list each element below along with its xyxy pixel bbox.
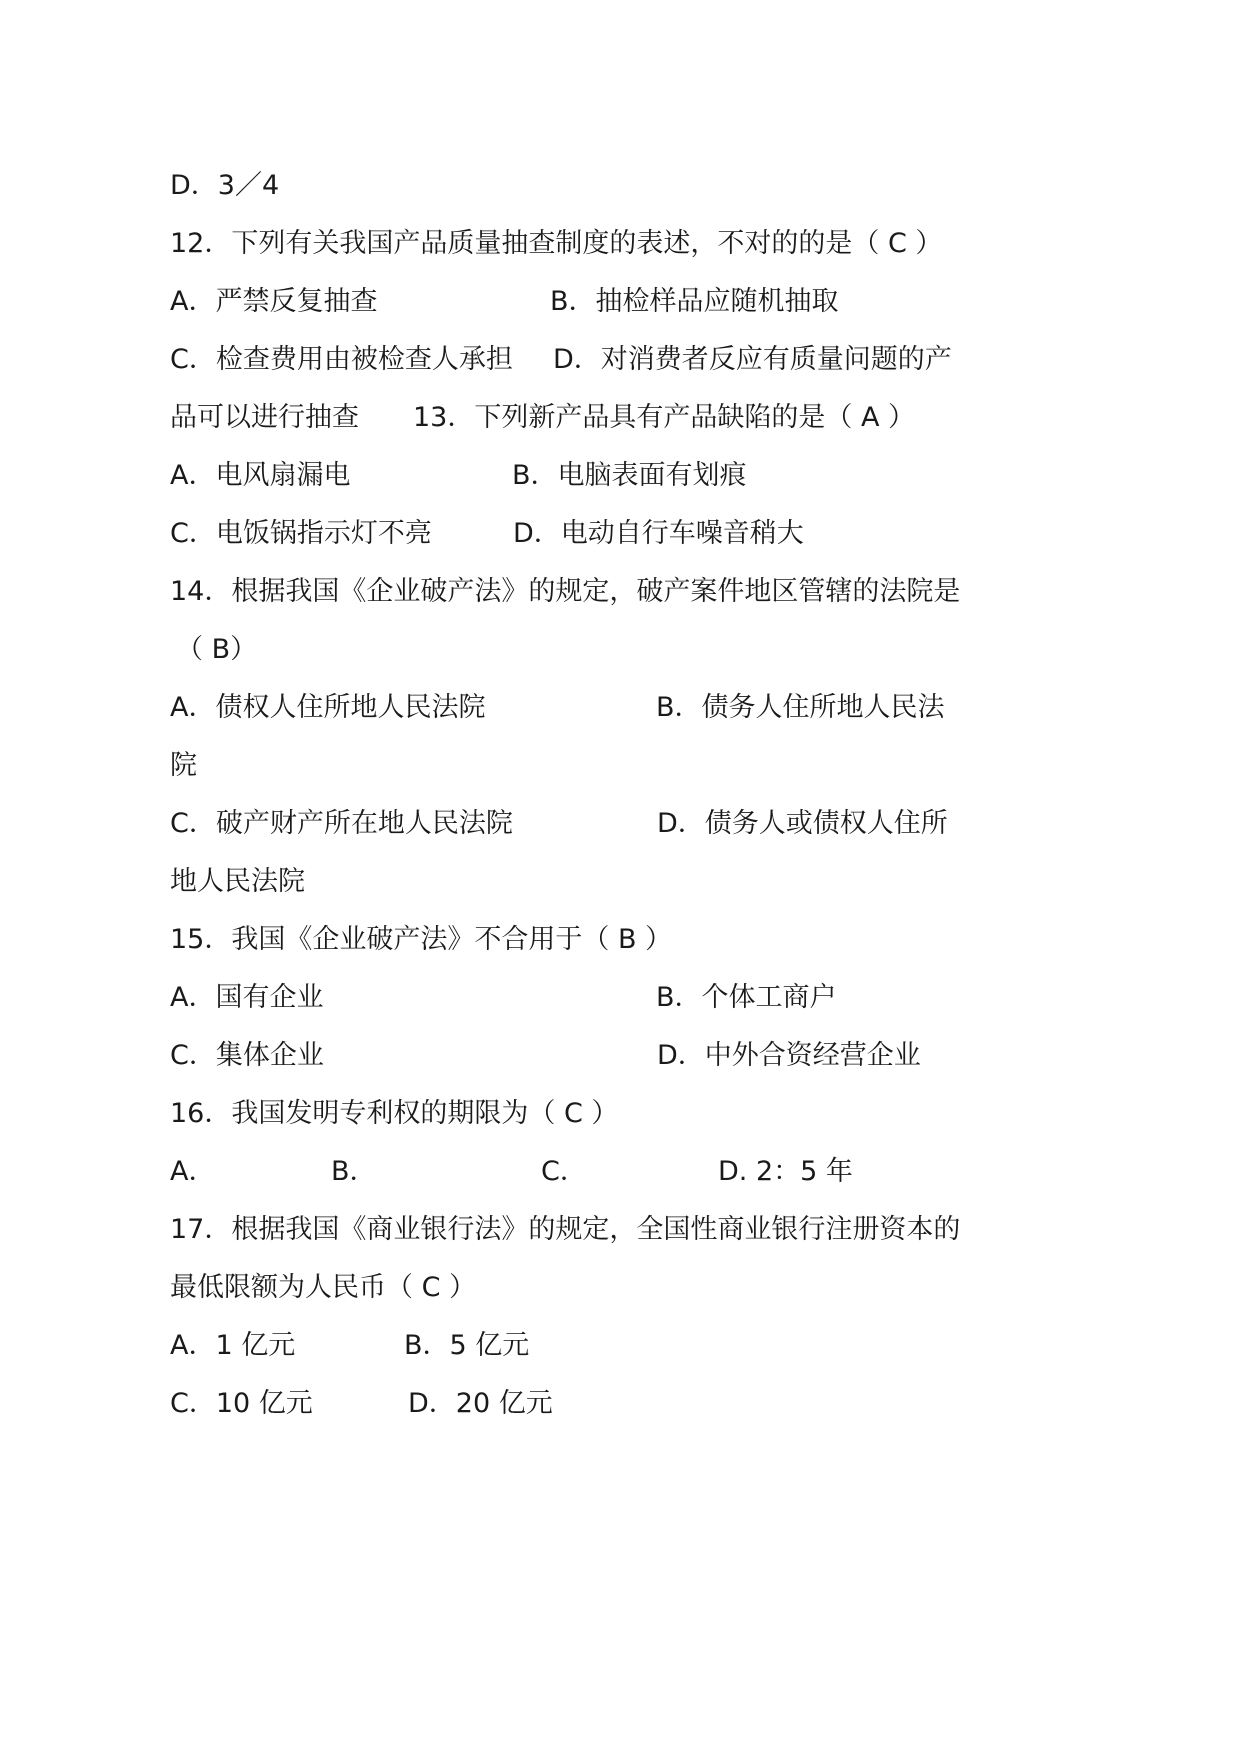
option-text: C．检查费用由被检查人承担 (170, 344, 513, 375)
option-text: C．集体企业 (170, 1040, 324, 1071)
question-text: 13．下列新产品具有产品缺陷的是（ A ） (413, 402, 915, 433)
line-options-q17-ab (0, 1326, 1241, 1366)
line-options-q17-cd (0, 1384, 1241, 1424)
line-q14-d-cont (0, 862, 1241, 902)
option-text: A．电风扇漏电 (170, 460, 351, 491)
question-text: 14．根据我国《企业破产法》的规定，破产案件地区管辖的法院是 (170, 576, 961, 607)
line-question-15 (0, 920, 1241, 960)
line-options-q13-cd (0, 514, 1241, 554)
question-text: 16．我国发明专利权的期限为（ C ） (170, 1098, 619, 1129)
option-text: A．1 亿元 (170, 1330, 296, 1361)
option-text: D．债务人或债权人住所 (657, 808, 948, 839)
option-text: A．债权人住所地人民法院 (170, 692, 486, 723)
option-text: B．电脑表面有划痕 (512, 460, 747, 491)
line-question-17-cont (0, 1268, 1241, 1308)
option-text: C．10 亿元 (170, 1388, 313, 1419)
line-options-q15-ab (0, 978, 1241, 1018)
option-text: A．严禁反复抽查 (170, 286, 378, 317)
option-text: A． (170, 1156, 216, 1187)
question-text: 17．根据我国《商业银行法》的规定，全国性商业银行注册资本的 (170, 1214, 961, 1245)
option-text: D．3／4 (170, 170, 280, 201)
option-text: 地人民法院 (170, 866, 305, 897)
line-question-16 (0, 1094, 1241, 1134)
answer-text: （ B） (176, 634, 258, 665)
option-text: C．破产财产所在地人民法院 (170, 808, 513, 839)
option-text: D. 2：5 年 (718, 1156, 853, 1187)
line-options-q16 (0, 1152, 1241, 1192)
line-option-d-q11 (0, 166, 1241, 206)
line-answer-q14 (0, 630, 1241, 670)
option-text: B．债务人住所地人民法 (656, 692, 945, 723)
option-text: B． (331, 1156, 377, 1187)
option-text: 品可以进行抽查 (170, 402, 359, 433)
line-options-q14-cd (0, 804, 1241, 844)
option-text: C． (541, 1156, 587, 1187)
option-text: B．个体工商户 (656, 982, 837, 1013)
option-text: A．国有企业 (170, 982, 324, 1013)
option-text: D．20 亿元 (408, 1388, 553, 1419)
line-q14-b-cont (0, 746, 1241, 786)
line-question-17 (0, 1210, 1241, 1250)
option-text: 院 (170, 750, 197, 781)
option-text: B．抽检样品应随机抽取 (550, 286, 839, 317)
line-question-14 (0, 572, 1241, 612)
question-text: 12．下列有关我国产品质量抽查制度的表述，不对的的是（ C ） (170, 228, 943, 259)
question-text: 最低限额为人民币（ C ） (170, 1272, 477, 1303)
option-text: D．电动自行车噪音稍大 (513, 518, 804, 549)
question-text: 15．我国《企业破产法》不合用于（ B ） (170, 924, 673, 955)
option-text: D．对消费者反应有质量问题的产 (553, 344, 952, 375)
line-options-q14-ab (0, 688, 1241, 728)
line-options-q15-cd (0, 1036, 1241, 1076)
option-text: C．电饭锅指示灯不亮 (170, 518, 432, 549)
option-text: B．5 亿元 (404, 1330, 530, 1361)
option-text: D．中外合资经营企业 (657, 1040, 921, 1071)
line-options-q12-ab (0, 282, 1241, 322)
line-options-q13-ab (0, 456, 1241, 496)
line-options-q12-cd (0, 340, 1241, 380)
line-question-12 (0, 224, 1241, 264)
line-q12-cont-q13 (0, 398, 1241, 438)
